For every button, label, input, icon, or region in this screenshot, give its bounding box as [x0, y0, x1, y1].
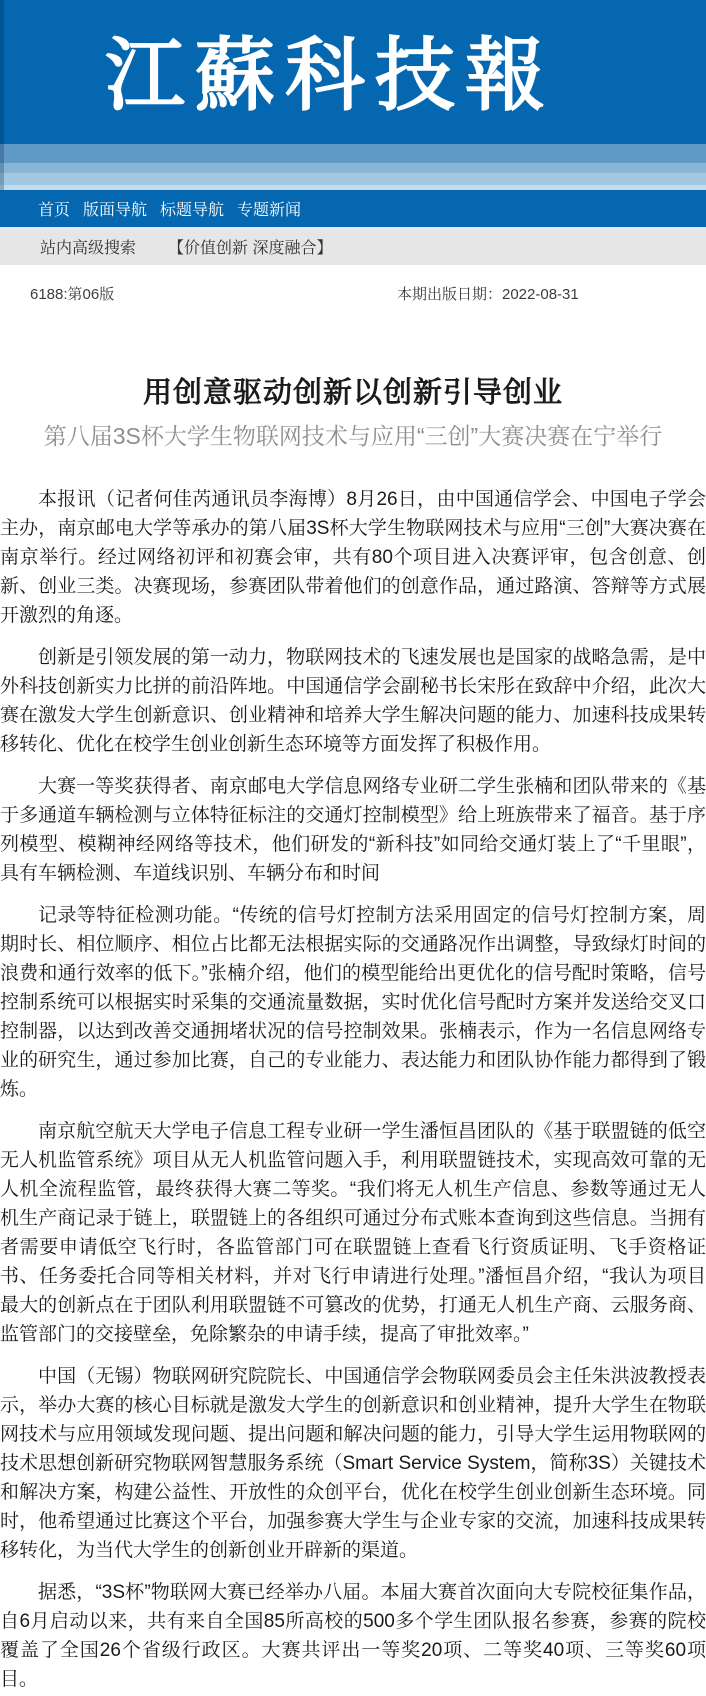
nav-item[interactable]: 版面导航: [83, 202, 148, 219]
article-body: [0, 485, 706, 1694]
article-paragraph: 本报讯（记者何佳芮通讯员李海博）8月26日，由中国通信学会、中国电子学会主办，南京邮电大学等承办的第八届3S杯大学生物联网技术与应用“三创”大赛决赛在南京举行。经过网络初评和初赛会审，共有80个项目进入决赛评审，包含创意、创新、创业三类。决赛现场，参赛团队带着他们的创意作品，通过路演、答辩等方式展开激烈的角逐。: [0, 489, 706, 626]
issue-bar: [0, 281, 706, 319]
masthead-logo[interactable]: 江蘇科技報: [105, 33, 555, 121]
article-paragraph: 大赛一等奖获得者、南京邮电大学信息网络专业研二学生张楠和团队带来的《基于多通道车辆检测与立体特征标注的交通灯控制模型》给上班族带来了福音。基于序列模型、模糊神经网络等技术，他们研发的“新科技”如同给交通灯装上了“千里眼”，具有车辆检测、车道线识别、车辆分布和时间: [0, 776, 706, 884]
nav-item[interactable]: 专题新闻: [237, 202, 302, 219]
header-gradient-stripes: [0, 144, 706, 190]
header-zone: [0, 0, 706, 190]
article: [0, 375, 706, 1694]
article-subtitle: 第八届3S杯大学生物联网技术与应用“三创”大赛决赛在宁举行: [43, 423, 663, 449]
advanced-search-link[interactable]: 站内高级搜索: [40, 239, 137, 257]
article-paragraph: 记录等特征检测功能。“传统的信号灯控制方法采用固定的信号灯控制方案，周期时长、相位顺序、相位占比都无法根据实际的交通路况作出调整，导致绿灯时间的浪费和通行效率的低下。”张楠介绍，他们的模型能给出更优化的信号配时策略，信号控制系统可以根据实时采集的交通流量数据，实时优化信号配时方案并发送给交叉口控制器，以达到改善交通拥堵状况的信号控制效果。张楠表示，作为一名信息网络专业的研究生，通过参加比赛，自己的专业能力、表达能力和团队协作能力都得到了锻炼。: [0, 905, 706, 1100]
nav-item[interactable]: 标题导航: [160, 202, 225, 219]
article-paragraph: 中国（无锡）物联网研究院院长、中国通信学会物联网委员会主任朱洪波教授表示，举办大赛的核心目标就是激发大学生的创新意识和创业精神，提升大学生在物联网技术与应用领域发现问题、提出问题和解决问题的能力，引导大学生运用物联网的技术思想创新研究物联网智慧服务系统（Smart Service System，简称3S）关键技术和解决方案，构建公益性、开放性的众创平台，优化在校学生创业创新生态环境。同时，他希望通过比赛这个平台，加强参赛大学生与企业专家的交流，加速科技成果转移转化，为当代大学生的创新创业开辟新的渠道。: [0, 1366, 706, 1561]
sub-navbar: [0, 227, 706, 265]
article-paragraph: 南京航空航天大学电子信息工程专业研一学生潘恒昌团队的《基于联盟链的低空无人机监管系统》项目从无人机监管问题入手，利用联盟链技术，实现高效可靠的无人机全流程监管，最终获得大赛二等奖。“我们将无人机生产信息、参数等通过无人机生产商记录于链上，联盟链上的各组织可通过分布式账本查询到这些信息。当拥有者需要申请低空飞行时，各监管部门可在联盟链上查看飞行资质证明、飞手资格证书、任务委托合同等相关材料，并对飞行申请进行处理。”潘恒昌介绍，“我认为项目最大的创新点在于团队利用联盟链不可篡改的优势，打通无人机生产商、云服务商、监管部门的交接壁垒，免除繁杂的申请手续，提高了审批效率。”: [0, 1121, 706, 1345]
main-navbar: [0, 190, 706, 227]
article-paragraph: 创新是引领发展的第一动力，物联网技术的飞速发展也是国家的战略急需，是中外科技创新实力比拼的前沿阵地。中国通信学会副秘书长宋彤在致辞中介绍，此次大赛在激发大学生创新意识、创业精神和培养大学生解决问题的能力、加速科技成果转移转化、优化在校学生创业创新生态环境等方面发挥了积极作用。: [0, 647, 706, 755]
nav-item[interactable]: 首页: [38, 202, 71, 219]
article-paragraph: 据悉，“3S杯”物联网大赛已经举办八届。本届大赛首次面向大专院校征集作品，自6月启动以来，共有来自全国85所高校的500多个学生团队报名参赛，参赛的院校覆盖了全国26个省级行政区。大赛共评出一等奖20项、二等奖40项、三等奖60项目。: [0, 1582, 706, 1690]
article-title: 用创意驱动创新以创新引导创业: [142, 377, 563, 409]
publish-date: 本期出版日期：2022-08-31: [397, 286, 579, 303]
masthead: [0, 0, 706, 144]
issue-number: 6188:第06版: [30, 286, 115, 303]
slogan-text: 【价值创新 深度融合】: [168, 239, 333, 257]
